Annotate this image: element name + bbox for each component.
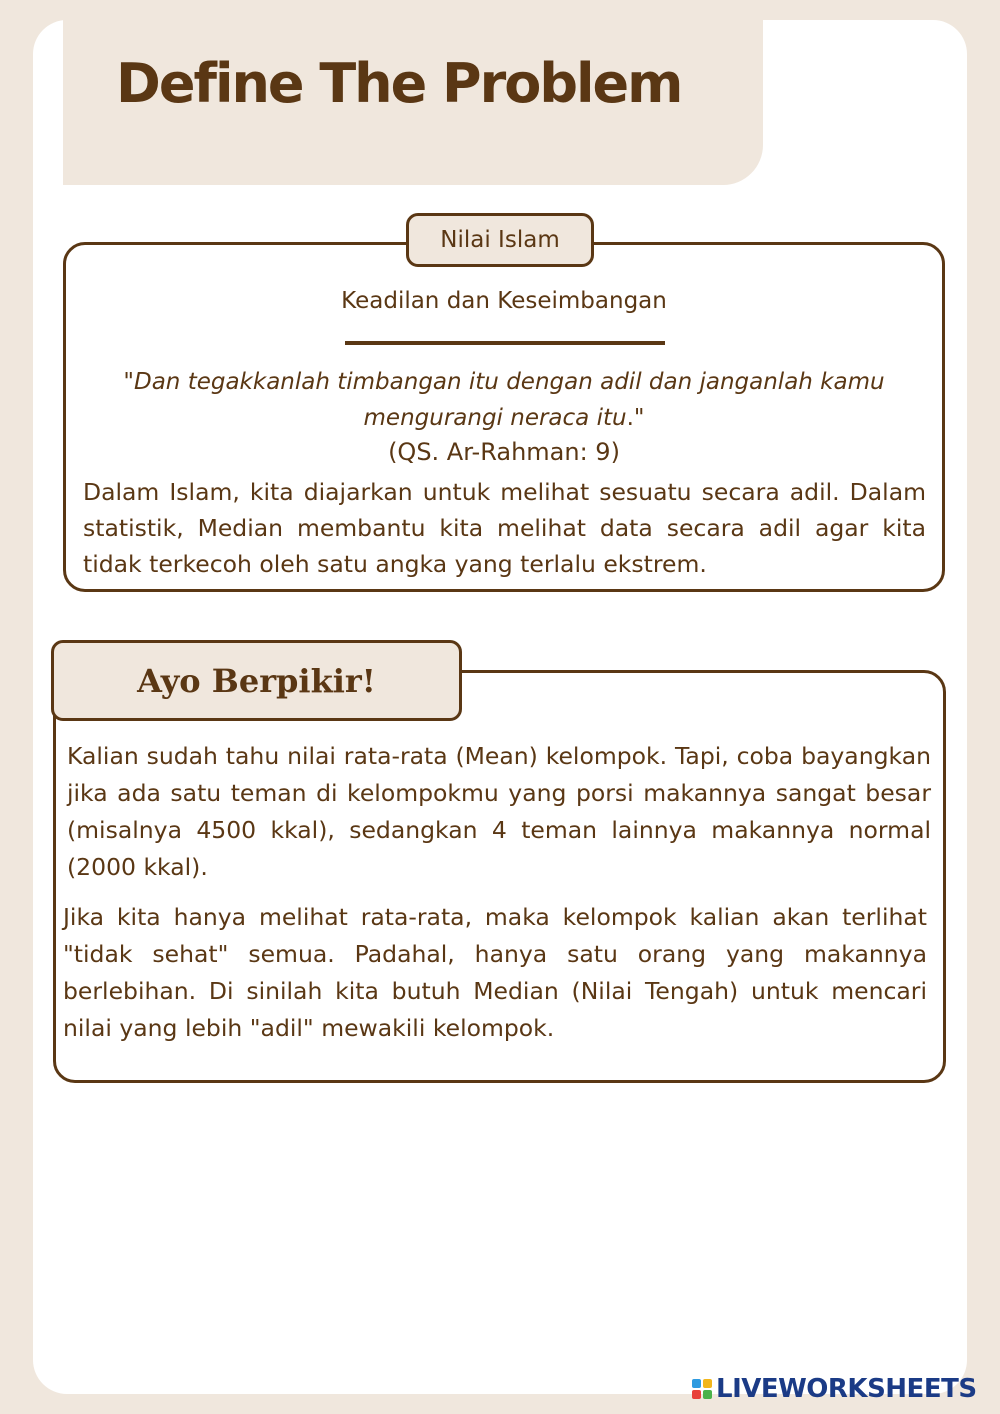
liveworksheets-brand[interactable] — [692, 1374, 977, 1404]
think-paragraph-1: Kalian sudah tahu nilai rata-rata (Mean) kelompok. Tapi, coba bayangkan jika ada satu teman di kelompokmu yang porsi makannya sangat besar (misalnya 4500 kkal), sedangkan 4 teman lainnya makannya normal (2000 kkal). — [67, 742, 931, 881]
liveworksheets-logo-icon — [692, 1379, 712, 1399]
divider — [345, 341, 665, 345]
islam-value-tag: Nilai Islam — [406, 213, 594, 267]
brand-text: LIVEWORKSHEETS — [716, 1374, 977, 1404]
islam-value-subtitle: Keadilan dan Keseimbangan — [341, 288, 667, 314]
quote-reference: (QS. Ar-Rahman: 9) — [388, 438, 620, 466]
page-title: Define The Problem — [116, 52, 682, 115]
quote-close-mark: ." — [626, 405, 645, 431]
think-paragraph-2: Jika kita hanya melihat rata-rata, maka kelompok kalian akan terlihat "tidak sehat" semua. Padahal, hanya satu orang yang makannya berlebihan. Di sinilah kita butuh Median (Nilai Tengah) untuk mencari nilai yang lebih "adil" mewakili kelompok. — [63, 903, 927, 1042]
quran-quote — [90, 364, 918, 436]
quote-text: Dan tegakkanlah timbangan itu dengan adil dan janganlah kamu mengurangi neraca itu — [134, 369, 885, 431]
islam-value-paragraph: Dalam Islam, kita diajarkan untuk melihat sesuatu secara adil. Dalam statistik, Median membantu kita melihat data secara adil agar kita tidak terkecoh oleh satu angka yang terlalu ekstrem. — [83, 478, 926, 578]
think-box-tag: Ayo Berpikir! — [51, 640, 462, 721]
quote-open-mark: " — [123, 369, 134, 395]
